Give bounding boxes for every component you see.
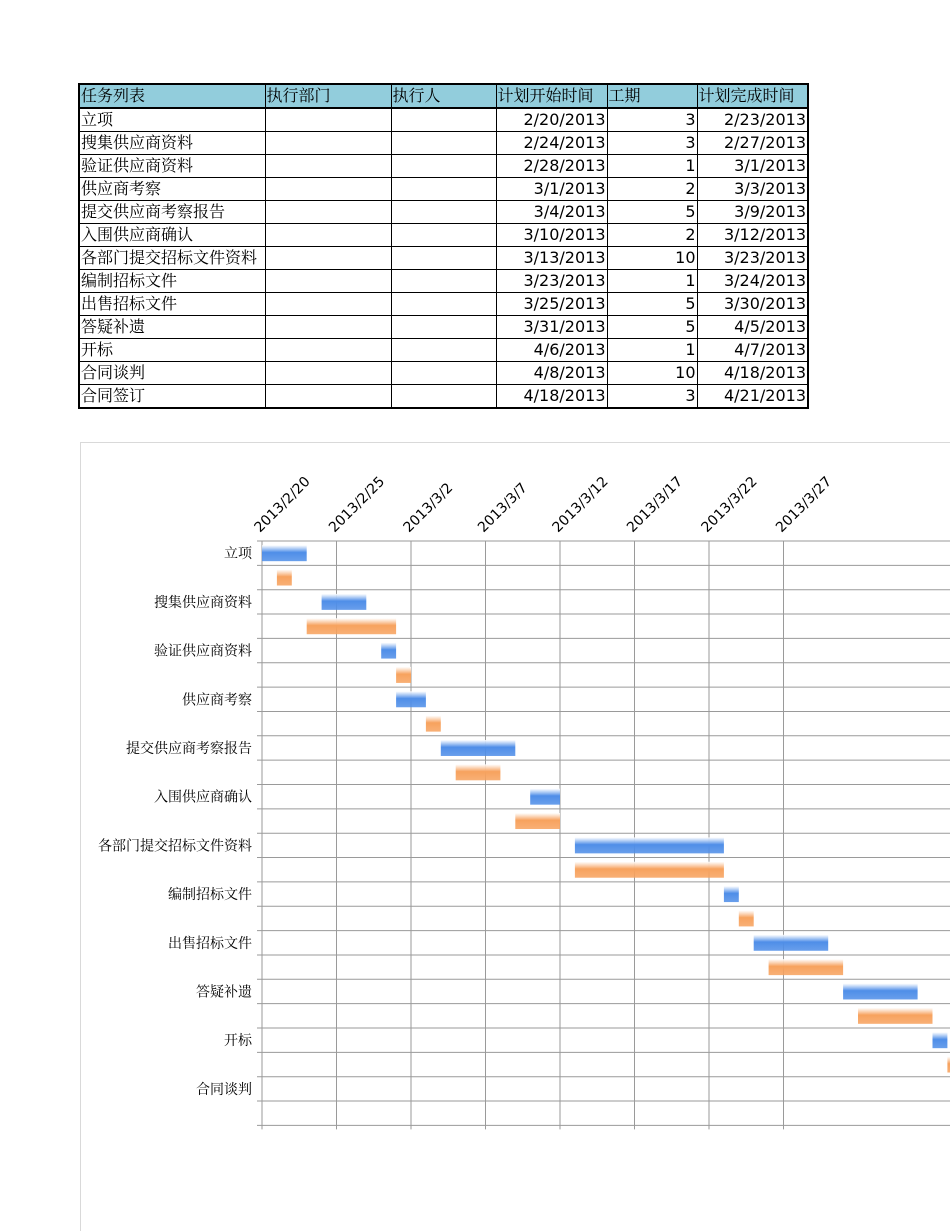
cell-duration[interactable]: 2	[607, 178, 697, 201]
axis-tick-label: 2013/3/22	[698, 473, 761, 536]
cell-person[interactable]	[391, 339, 496, 362]
header-plan-end[interactable]: 计划完成时间	[697, 84, 808, 108]
plan-bar	[322, 594, 367, 610]
table-row	[79, 201, 808, 224]
cell-department[interactable]	[265, 270, 391, 293]
cell-plan-end[interactable]: 2/23/2013	[697, 108, 808, 132]
cell-task[interactable]: 出售招标文件	[79, 293, 265, 316]
table-header-row	[79, 84, 808, 108]
category-label: 验证供应商资料	[154, 643, 252, 660]
actual-bar	[396, 667, 411, 683]
table-row	[79, 224, 808, 247]
cell-person[interactable]	[391, 201, 496, 224]
cell-task[interactable]: 合同签订	[79, 385, 265, 409]
cell-task[interactable]: 答疑补遗	[79, 316, 265, 339]
category-label: 搜集供应商资料	[154, 594, 252, 611]
actual-bar	[769, 959, 844, 975]
header-task-list[interactable]: 任务列表	[79, 84, 265, 108]
cell-person[interactable]	[391, 132, 496, 155]
plan-bar	[724, 886, 739, 902]
cell-duration[interactable]: 5	[607, 316, 697, 339]
cell-plan-start[interactable]: 4/8/2013	[496, 362, 607, 385]
cell-plan-end[interactable]: 4/5/2013	[697, 316, 808, 339]
cell-plan-end[interactable]: 3/23/2013	[697, 247, 808, 270]
actual-bar	[456, 764, 501, 780]
table-row	[79, 178, 808, 201]
cell-plan-end[interactable]: 3/1/2013	[697, 155, 808, 178]
cell-person[interactable]	[391, 385, 496, 409]
cell-plan-end[interactable]: 3/30/2013	[697, 293, 808, 316]
category-label: 供应商考察	[182, 692, 252, 709]
cell-duration[interactable]: 10	[607, 247, 697, 270]
cell-task[interactable]: 编制招标文件	[79, 270, 265, 293]
cell-duration[interactable]: 1	[607, 155, 697, 178]
cell-task[interactable]: 搜集供应商资料	[79, 132, 265, 155]
cell-plan-start[interactable]: 2/28/2013	[496, 155, 607, 178]
header-duration[interactable]: 工期	[607, 84, 697, 108]
cell-person[interactable]	[391, 108, 496, 132]
cell-department[interactable]	[265, 293, 391, 316]
cell-plan-start[interactable]: 3/4/2013	[496, 201, 607, 224]
cell-person[interactable]	[391, 362, 496, 385]
axis-tick-label: 2013/3/2	[400, 480, 457, 536]
cell-department[interactable]	[265, 362, 391, 385]
table-row	[79, 270, 808, 293]
category-label: 合同谈判	[196, 1081, 252, 1098]
gantt-chart	[80, 442, 950, 1231]
category-label: 各部门提交招标文件资料	[98, 838, 252, 855]
cell-duration[interactable]: 3	[607, 385, 697, 409]
cell-duration[interactable]: 1	[607, 270, 697, 293]
axis-tick-label: 2013/3/17	[624, 473, 687, 536]
cell-plan-start[interactable]: 2/24/2013	[496, 132, 607, 155]
cell-department[interactable]	[265, 201, 391, 224]
header-person[interactable]: 执行人	[391, 84, 496, 108]
cell-duration[interactable]: 1	[607, 339, 697, 362]
table-row	[79, 293, 808, 316]
cell-plan-end[interactable]: 3/3/2013	[697, 178, 808, 201]
axis-tick-label: 2013/2/25	[326, 473, 389, 536]
cell-duration[interactable]: 2	[607, 224, 697, 247]
cell-plan-start[interactable]: 2/20/2013	[496, 108, 607, 132]
cell-department[interactable]	[265, 108, 391, 132]
category-label: 入围供应商确认	[154, 789, 252, 806]
task-table	[78, 83, 809, 409]
table-row	[79, 339, 808, 362]
cell-person[interactable]	[391, 247, 496, 270]
table-row	[79, 247, 808, 270]
cell-task[interactable]: 供应商考察	[79, 178, 265, 201]
cell-plan-start[interactable]: 3/31/2013	[496, 316, 607, 339]
actual-bar	[307, 618, 396, 634]
category-label: 立项	[224, 546, 252, 563]
table-row	[79, 132, 808, 155]
cell-plan-end[interactable]: 2/27/2013	[697, 132, 808, 155]
cell-plan-start[interactable]: 3/1/2013	[496, 178, 607, 201]
table-row	[79, 155, 808, 178]
actual-bar	[277, 570, 292, 586]
gantt-chart-svg	[81, 443, 950, 1231]
cell-plan-start[interactable]: 4/6/2013	[496, 339, 607, 362]
cell-plan-start[interactable]: 3/13/2013	[496, 247, 607, 270]
cell-plan-start[interactable]: 4/18/2013	[496, 385, 607, 409]
header-department[interactable]: 执行部门	[265, 84, 391, 108]
plan-bar	[262, 545, 307, 561]
plan-bar	[843, 983, 918, 999]
actual-bar	[515, 813, 560, 829]
category-label: 编制招标文件	[168, 887, 252, 904]
actual-bar	[426, 716, 441, 732]
cell-department[interactable]	[265, 385, 391, 409]
plan-bar	[396, 691, 426, 707]
cell-duration[interactable]: 3	[607, 108, 697, 132]
table-row	[79, 362, 808, 385]
category-label: 答疑补遗	[196, 984, 252, 1001]
cell-duration[interactable]: 5	[607, 293, 697, 316]
category-label: 提交供应商考察报告	[126, 740, 252, 757]
axis-tick-label: 2013/3/12	[549, 473, 612, 536]
cell-plan-start[interactable]: 3/23/2013	[496, 270, 607, 293]
cell-task[interactable]: 入围供应商确认	[79, 224, 265, 247]
cell-duration[interactable]: 10	[607, 362, 697, 385]
actual-bar	[575, 862, 724, 878]
cell-plan-start[interactable]: 3/25/2013	[496, 293, 607, 316]
actual-bar	[739, 910, 754, 926]
plan-bar	[933, 1032, 948, 1048]
cell-task[interactable]: 开标	[79, 339, 265, 362]
cell-duration[interactable]: 3	[607, 132, 697, 155]
cell-plan-end[interactable]: 3/12/2013	[697, 224, 808, 247]
cell-person[interactable]	[391, 293, 496, 316]
cell-task[interactable]: 立项	[79, 108, 265, 132]
cell-department[interactable]	[265, 155, 391, 178]
cell-person[interactable]	[391, 178, 496, 201]
cell-department[interactable]	[265, 339, 391, 362]
cell-department[interactable]	[265, 247, 391, 270]
table-row	[79, 316, 808, 339]
table-row	[79, 385, 808, 409]
plan-bar	[754, 935, 829, 951]
cell-department[interactable]	[265, 316, 391, 339]
axis-tick-label: 2013/3/27	[773, 473, 836, 536]
plan-bar	[575, 837, 724, 853]
cell-task[interactable]: 合同谈判	[79, 362, 265, 385]
plan-bar	[381, 643, 396, 659]
category-label: 开标	[224, 1033, 252, 1050]
header-plan-start[interactable]: 计划开始时间	[496, 84, 607, 108]
actual-bar	[858, 1008, 933, 1024]
category-label: 出售招标文件	[168, 935, 252, 952]
cell-plan-end[interactable]: 4/21/2013	[697, 385, 808, 409]
cell-plan-end[interactable]: 3/9/2013	[697, 201, 808, 224]
axis-tick-label: 2013/2/20	[251, 473, 314, 536]
cell-person[interactable]	[391, 155, 496, 178]
cell-plan-end[interactable]: 4/7/2013	[697, 339, 808, 362]
table-row	[79, 108, 808, 132]
cell-person[interactable]	[391, 270, 496, 293]
cell-plan-end[interactable]: 4/18/2013	[697, 362, 808, 385]
cell-person[interactable]	[391, 224, 496, 247]
cell-task[interactable]: 验证供应商资料	[79, 155, 265, 178]
cell-department[interactable]	[265, 224, 391, 247]
cell-plan-start[interactable]: 3/10/2013	[496, 224, 607, 247]
plan-bar	[441, 740, 516, 756]
plan-bar	[530, 789, 560, 805]
cell-task[interactable]: 各部门提交招标文件资料	[79, 247, 265, 270]
cell-department[interactable]	[265, 132, 391, 155]
cell-duration[interactable]: 5	[607, 201, 697, 224]
cell-person[interactable]	[391, 316, 496, 339]
cell-department[interactable]	[265, 178, 391, 201]
axis-tick-label: 2013/3/7	[475, 480, 531, 536]
cell-task[interactable]: 提交供应商考察报告	[79, 201, 265, 224]
cell-plan-end[interactable]: 3/24/2013	[697, 270, 808, 293]
